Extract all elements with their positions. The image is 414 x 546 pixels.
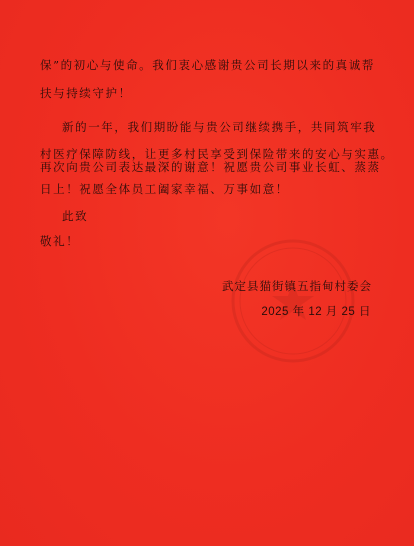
- signature-date: 2025 年 12 月 25 日: [261, 306, 371, 318]
- closing-jingli: 敬礼！: [40, 234, 80, 248]
- letter-line-5: 再次向贵公司表达最深的谢意！祝愿贵公司事业长虹、蒸蒸: [40, 160, 381, 174]
- letter-line-3: 新的一年，我们期盼能与贵公司继续携手，共同筑牢我: [62, 120, 377, 134]
- letter-line-2: 扶与持续守护！: [40, 86, 132, 100]
- signature-organization: 武定县猫街镇五指甸村委会: [222, 279, 372, 293]
- official-seal-icon: [228, 236, 358, 366]
- letter-line-1: 保”的初心与使命。我们衷心感谢贵公司长期以来的真诚帮: [40, 58, 375, 72]
- letter-line-6: 日上！祝愿全体员工阖家幸福、万事如意！: [40, 182, 289, 196]
- closing-cizhi: 此致: [62, 209, 89, 223]
- letter-line-4: 村医疗保障防线，让更多村民享受到保险带来的安心与实惠。: [40, 147, 394, 161]
